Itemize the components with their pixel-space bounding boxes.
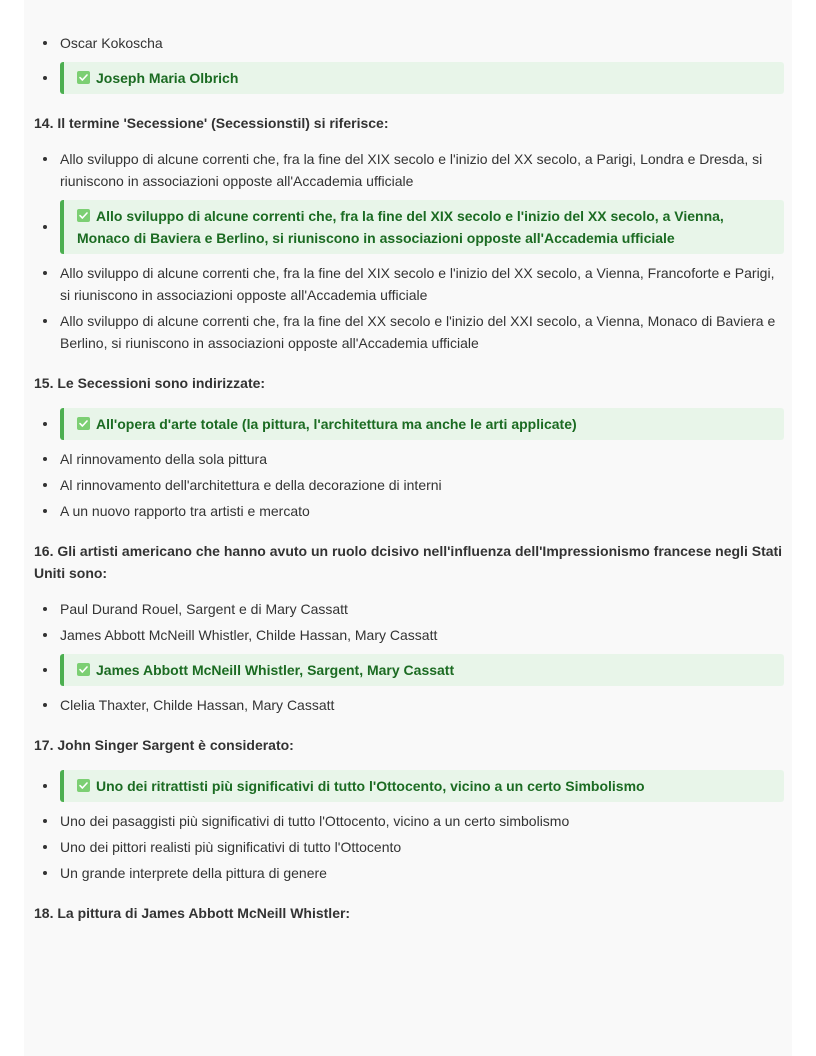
option-text: Allo sviluppo di alcune correnti che, fra la fine del XIX secolo e l'inizio del XX secolo, a Vienna, Monaco di Baviera e Berlino, si riuniscono in associazioni opposte all'Accademia ufficiale (77, 208, 724, 246)
option-text: Joseph Maria Olbrich (96, 70, 239, 86)
q17-option-4 (34, 862, 784, 884)
q17-options (34, 770, 784, 884)
option-text: All'opera d'arte totale (la pittura, l'architettura ma anche le arti applicate) (96, 416, 577, 432)
q15-options (34, 408, 784, 522)
correct-answer-box (60, 654, 784, 686)
q15-option-4 (34, 500, 784, 522)
q17-option-2 (34, 810, 784, 832)
q17-option-3 (34, 836, 784, 858)
q17-option-1-correct (34, 770, 784, 802)
q14-options (34, 148, 784, 354)
q13-option-1 (34, 32, 784, 54)
q15-option-2 (34, 448, 784, 470)
option-text: James Abbott McNeill Whistler, Sargent, Mary Cassatt (96, 662, 455, 678)
correct-answer-box (60, 62, 784, 94)
q13-option-2-correct (34, 62, 784, 94)
q16-option-1 (34, 598, 784, 620)
check-icon (77, 779, 90, 792)
option-text: A un nuovo rapporto tra artisti e mercato (60, 503, 310, 519)
option-text: Allo sviluppo di alcune correnti che, fra la fine del XIX secolo e l'inizio del XX secolo, a Parigi, Londra e Dresda, si riuniscono in associazioni opposte all'Accademia ufficiale (60, 151, 763, 189)
check-icon (77, 71, 90, 84)
option-text: Al rinnovamento dell'architettura e della decorazione di interni (60, 477, 442, 493)
correct-answer-box (60, 408, 784, 440)
q14-option-3 (34, 262, 784, 306)
q15-option-3 (34, 474, 784, 496)
q14-option-4 (34, 310, 784, 354)
q16-option-4 (34, 694, 784, 716)
option-text: Un grande interprete della pittura di genere (60, 865, 327, 881)
q16-option-2 (34, 624, 784, 646)
q13-options (34, 32, 784, 94)
option-text: Al rinnovamento della sola pittura (60, 451, 268, 467)
question-15-title: 15. Le Secessioni sono indirizzate: (34, 375, 266, 391)
check-icon (77, 417, 90, 430)
question-14-title: 14. Il termine 'Secessione' (Secessionstil) si riferisce: (34, 115, 389, 131)
correct-answer-box (60, 770, 784, 802)
option-text: Uno dei pasaggisti più significativi di tutto l'Ottocento, vicino a un certo simbolismo (60, 813, 570, 829)
option-text: Allo sviluppo di alcune correnti che, fra la fine del XX secolo e l'inizio del XXI secolo, a Vienna, Monaco di Baviera e Berlino, si riuniscono in associazioni opposte all'Accademia ufficiale (60, 313, 776, 351)
q15-option-1-correct (34, 408, 784, 440)
correct-answer-box (60, 200, 784, 254)
option-text: James Abbott McNeill Whistler, Childe Hassan, Mary Cassatt (60, 627, 438, 643)
question-17-title: 17. John Singer Sargent è considerato: (34, 737, 294, 753)
q16-options (34, 598, 784, 716)
question-18-title: 18. La pittura di James Abbott McNeill Whistler: (34, 905, 351, 921)
check-icon (77, 663, 90, 676)
option-text: Clelia Thaxter, Childe Hassan, Mary Cassatt (60, 697, 335, 713)
option-text: Paul Durand Rouel, Sargent e di Mary Cassatt (60, 601, 348, 617)
option-text: Uno dei ritrattisti più significativi di tutto l'Ottocento, vicino a un certo Simbolismo (96, 778, 645, 794)
question-16-title: 16. Gli artisti americano che hanno avuto un ruolo dcisivo nell'influenza dell'Impressionismo francese negli Stati Uniti sono: (34, 543, 783, 581)
check-icon (77, 209, 90, 222)
quiz-page (24, 0, 792, 1056)
option-text: Uno dei pittori realisti più significativi di tutto l'Ottocento (60, 839, 402, 855)
q16-option-3-correct (34, 654, 784, 686)
option-text: Oscar Kokoscha (60, 35, 163, 51)
q14-option-1 (34, 148, 784, 192)
option-text: Allo sviluppo di alcune correnti che, fra la fine del XIX secolo e l'inizio del XX secolo, a Vienna, Francoforte e Parigi, si riuniscono in associazioni opposte all'Accademia ufficiale (60, 265, 775, 303)
q14-option-2-correct (34, 200, 784, 254)
